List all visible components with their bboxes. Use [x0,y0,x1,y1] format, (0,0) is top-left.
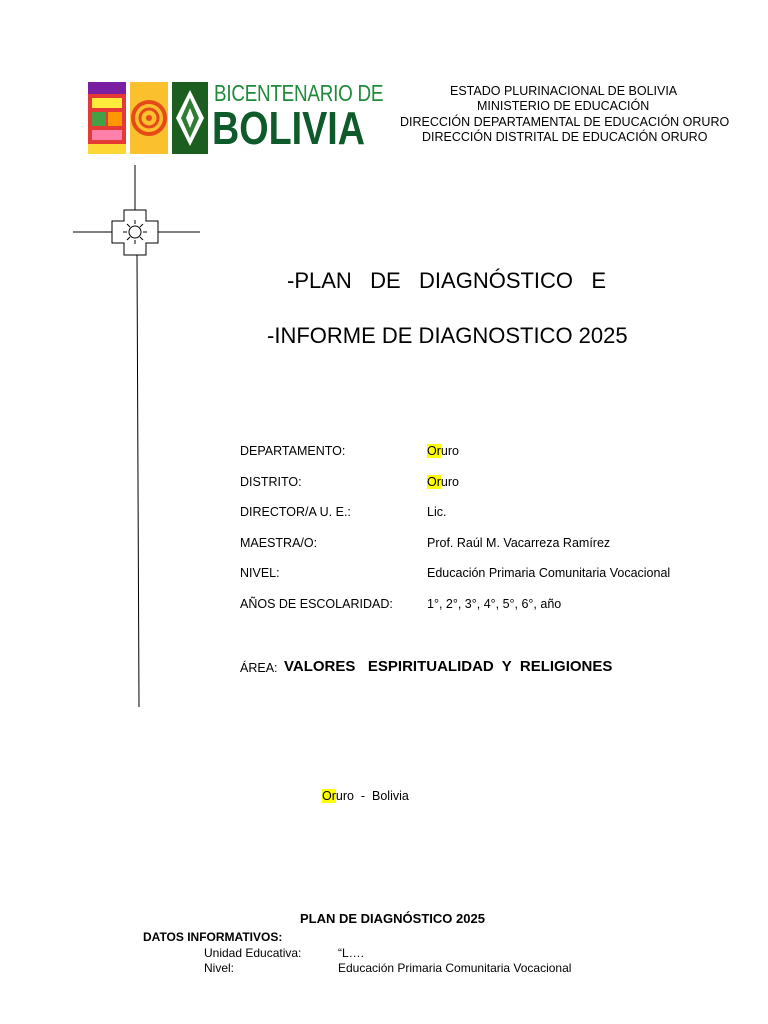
nivel-value: Educación Primaria Comunitaria Vocacional [427,566,671,580]
plan-nivel-value: Educación Primaria Comunitaria Vocacional [338,961,572,975]
maestra-value: Prof. Raúl M. Vacarreza Ramírez [427,536,611,550]
logo-text-bicentenario: BICENTENARIO DE [214,80,384,106]
departamento-value [427,444,459,458]
location-text [322,789,409,803]
logo-text-bolivia: BOLIVIA [212,102,365,154]
director-value: Lic. [427,505,447,519]
main-title-plan: -PLAN DE DIAGNÓSTICO E [287,268,607,293]
decorative-cross-icon [70,165,210,710]
plan-section-title: PLAN DE DIAGNÓSTICO 2025 [300,911,485,926]
departamento-value-rest: uro [440,444,459,458]
anos-escolaridad-value: 1°, 2°, 3°, 4°, 5°, 6°, año [427,597,562,611]
nivel-label: NIVEL: [240,566,280,580]
plan-nivel-label: Nivel: [204,961,235,975]
logo-emblem-icon [88,82,210,154]
departamento-value-highlight: Or [427,444,441,458]
maestra-label: MAESTRA/O: [240,536,318,550]
location-highlight: Or [322,789,336,803]
distrito-value-highlight: Or [427,475,441,489]
header-line-ministerio: MINISTERIO DE EDUCACIÓN [477,99,650,113]
unidad-educativa-label: Unidad Educativa: [204,946,302,960]
area-label: ÁREA: [240,661,278,675]
anos-escolaridad-label: AÑOS DE ESCOLARIDAD: [240,597,393,611]
distrito-value [427,475,459,489]
director-label: DIRECTOR/A U. E.: [240,505,351,519]
bicentenario-logo [88,80,384,156]
location-rest: uro - Bolivia [335,789,409,803]
header-line-departamental: DIRECCIÓN DEPARTAMENTAL DE EDUCACIÓN ORURO [400,115,730,129]
main-title-informe: -INFORME DE DIAGNOSTICO 2025 [267,323,628,348]
distrito-label: DISTRITO: [240,475,302,489]
distrito-value-rest: uro [440,475,459,489]
header-line-estado: ESTADO PLURINACIONAL DE BOLIVIA [450,84,678,98]
departamento-label: DEPARTAMENTO: [240,444,346,458]
area-value: VALORES ESPIRITUALIDAD Y RELIGIONES [284,658,613,675]
unidad-educativa-value: “L…. [338,946,365,960]
header-line-distrital: DIRECCIÓN DISTRITAL DE EDUCACIÓN ORURO [422,130,708,144]
datos-informativos-label: DATOS INFORMATIVOS: [143,930,283,944]
